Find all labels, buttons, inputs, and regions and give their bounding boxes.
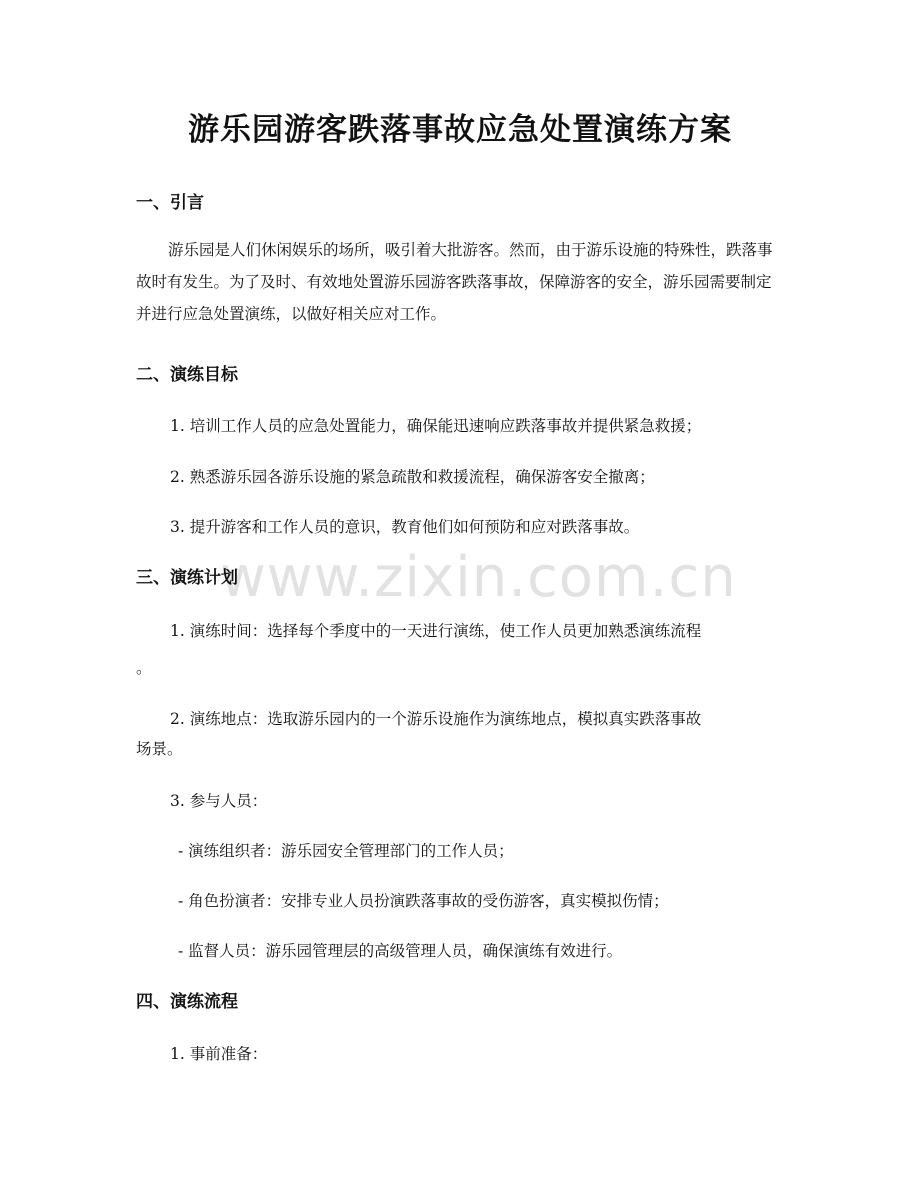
section-heading-goals: 二、演练目标: [136, 365, 238, 385]
plan-item-1: 1. 演练时间：选择每个季度中的一天进行演练，使工作人员更加熟悉演练流程: [170, 622, 702, 640]
document-title: 游乐园游客跌落事故应急处置演练方案: [188, 112, 732, 148]
plan-item-2: 2. 演练地点：选取游乐园内的一个游乐设施作为演练地点，模拟真实跌落事故: [170, 710, 702, 728]
goal-item-3: 3. 提升游客和工作人员的意识，教育他们如何预防和应对跌落事故。: [170, 518, 640, 536]
intro-paragraph: 游乐园是人们休闲娱乐的场所，吸引着大批游客。然而，由于游乐设施的特殊性，跌落事故时有发生。为了及时、有效地处置游乐园游客跌落事故，保障游客的安全，游乐园需要制定并进行应急处置演练，以做好相关应对工作。: [136, 241, 773, 323]
goal-item-1: 1. 培训工作人员的应急处置能力，确保能迅速响应跌落事故并提供紧急救援；: [170, 417, 702, 435]
plan-item-2-cont: 场景。: [136, 740, 183, 758]
process-item-1: 1. 事前准备：: [170, 1045, 268, 1063]
plan-subitem-2: - 角色扮演者：安排专业人员扮演跌落事故的受伤游客，真实模拟伤情；: [178, 892, 669, 910]
plan-item-1-cont: 。: [136, 659, 152, 677]
plan-item-3: 3. 参与人员：: [170, 792, 268, 810]
section-heading-process: 四、演练流程: [136, 992, 238, 1012]
section-heading-intro: 一、引言: [136, 193, 204, 213]
watermark: www.zixin.com.cn: [220, 545, 737, 610]
plan-subitem-1: - 演练组织者：游乐园安全管理部门的工作人员；: [178, 842, 514, 860]
section-heading-plan: 三、演练计划: [136, 568, 238, 588]
goal-item-2: 2. 熟悉游乐园各游乐设施的紧急疏散和救援流程，确保游客安全撤离；: [170, 468, 655, 486]
plan-subitem-3: - 监督人员：游乐园管理层的高级管理人员，确保演练有效进行。: [178, 942, 623, 960]
